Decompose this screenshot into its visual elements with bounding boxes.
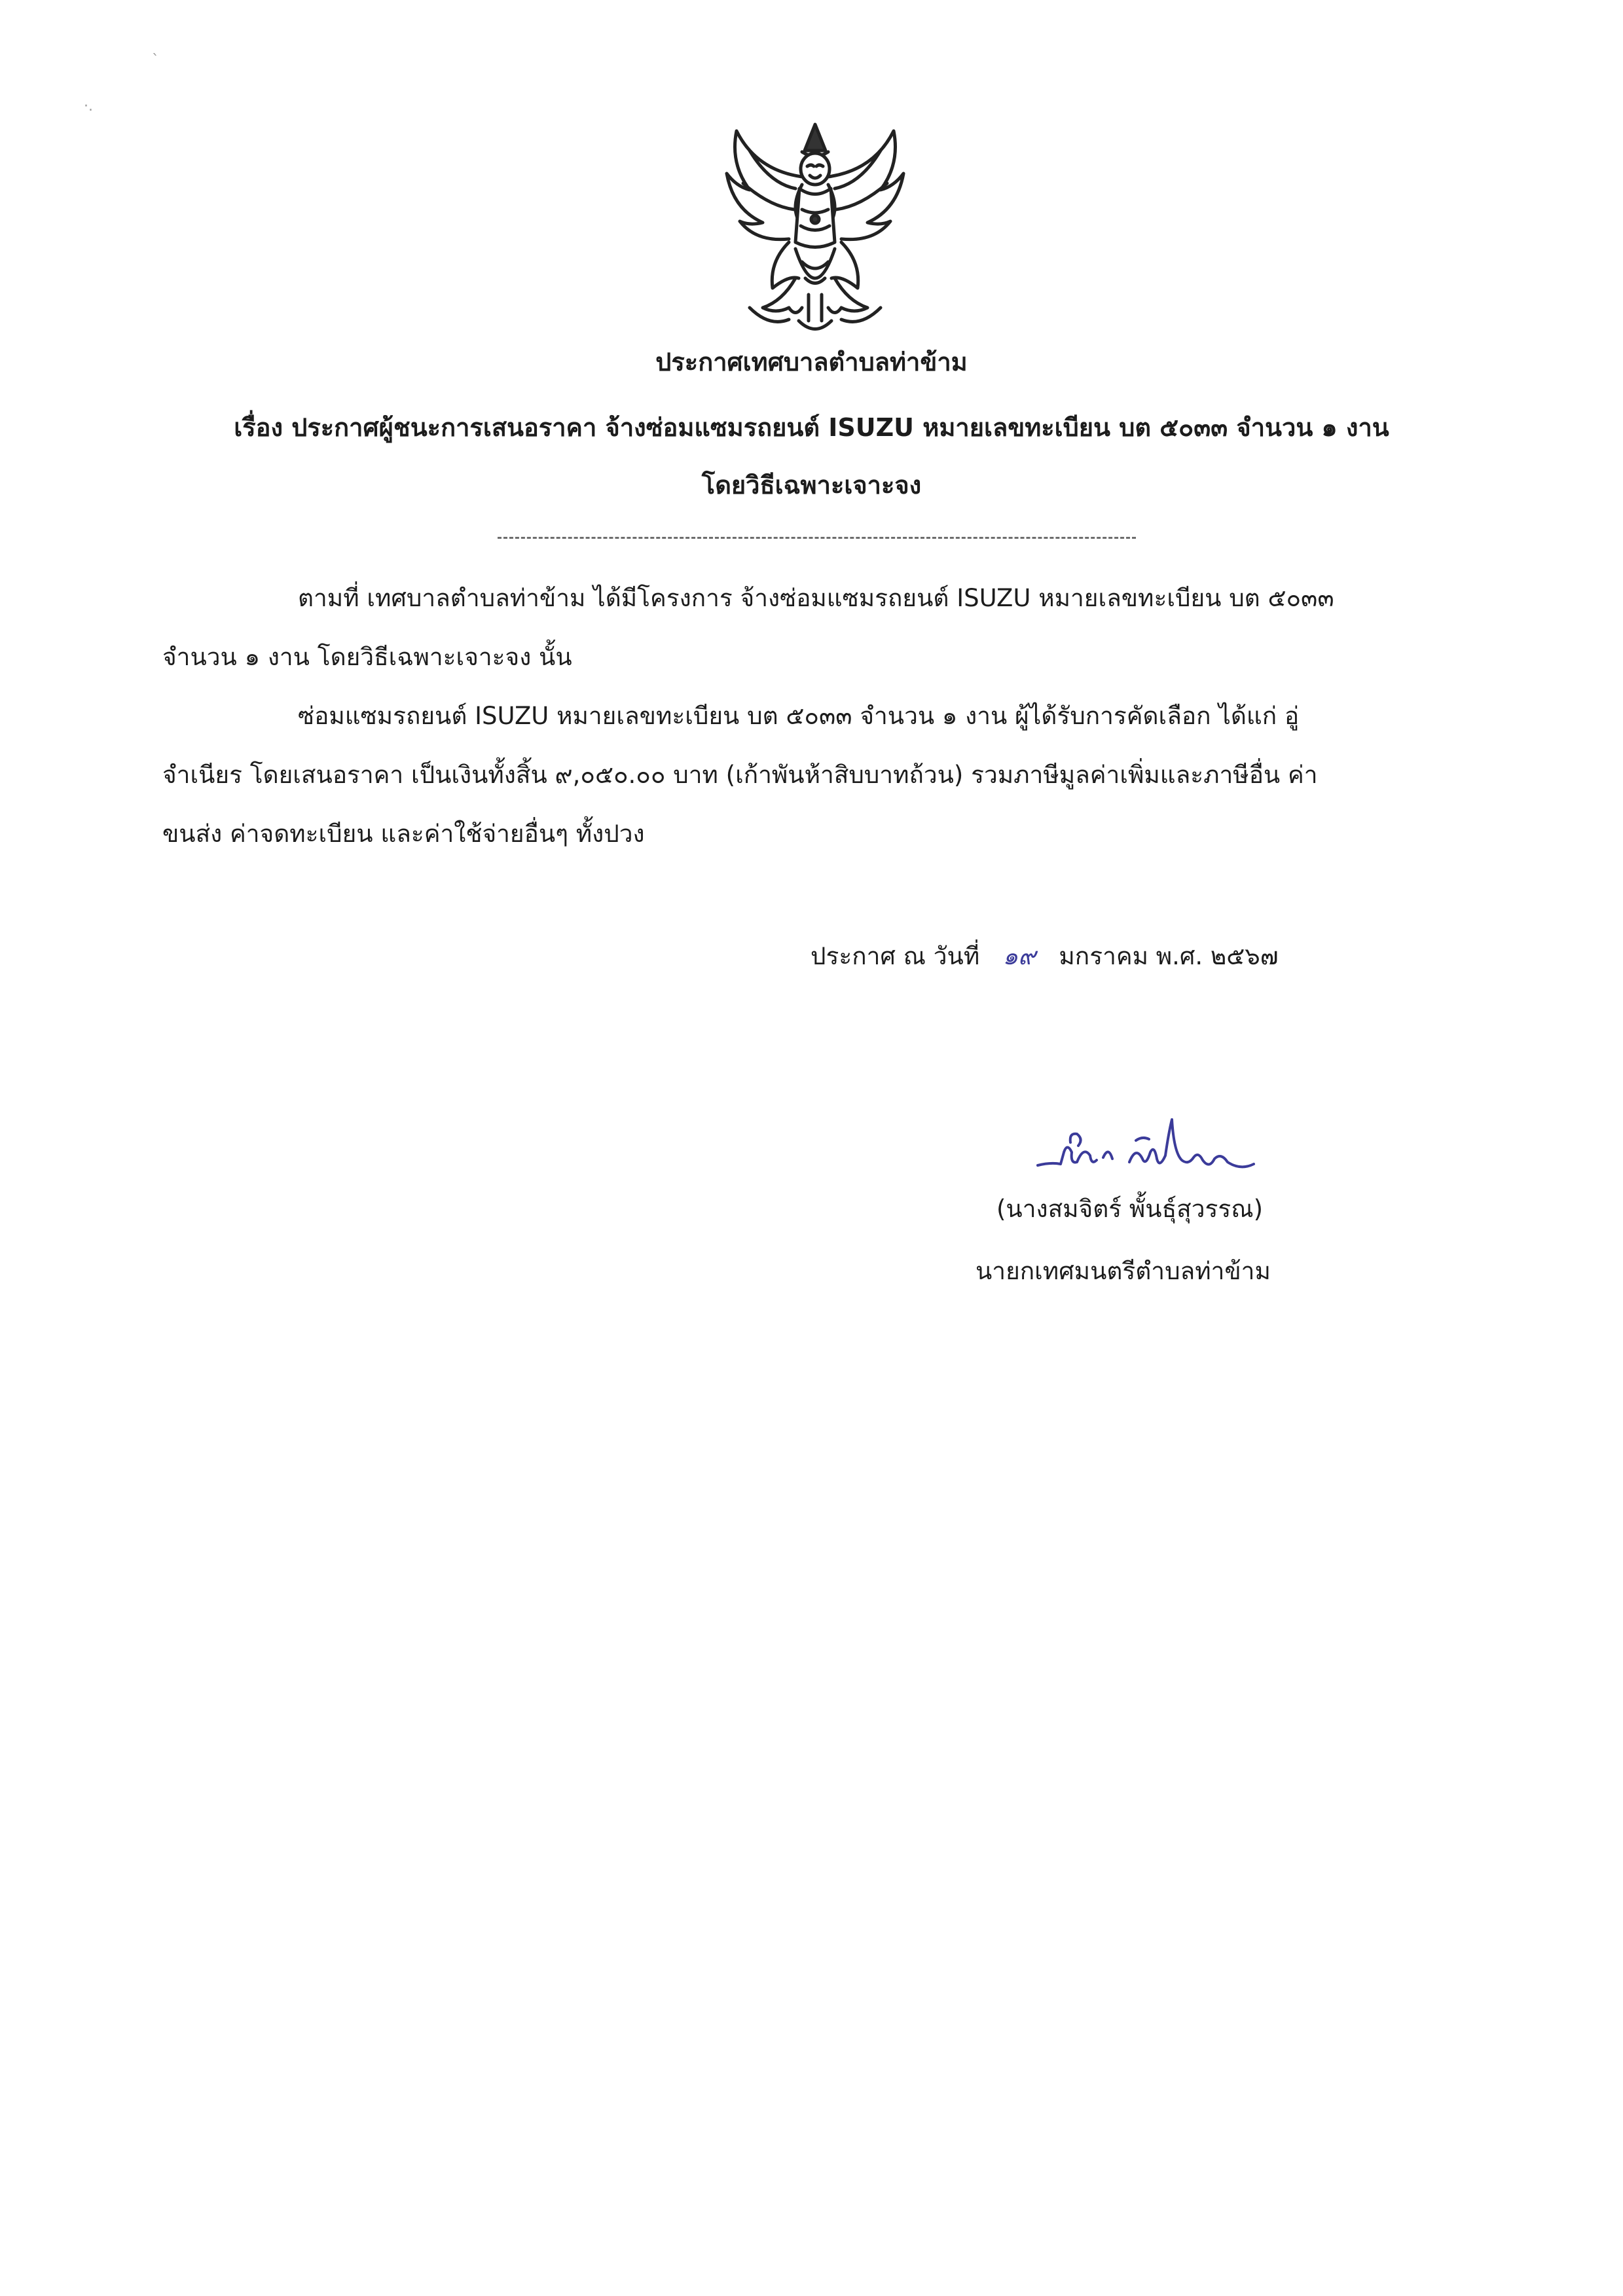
paragraph-2-line-3: ขนส่ง ค่าจดทะเบียน และค่าใช้จ่ายอื่นๆ ทั้งปวง bbox=[162, 820, 645, 848]
subject-line: เรื่อง ประกาศผู้ชนะการเสนอราคา จ้างซ่อมแซมรถยนต์ ISUZU หมายเลขทะเบียน บต ๕๐๓๓ จำนวน ๑ งาน bbox=[234, 413, 1389, 442]
dashed-divider bbox=[498, 537, 1136, 539]
scan-mark: ·. bbox=[84, 98, 93, 115]
subject-method-line: โดยวิธีเฉพาะเจาะจง bbox=[701, 471, 922, 500]
date-month-year: มกราคม พ.ศ. ๒๕๖๗ bbox=[1059, 942, 1279, 970]
paragraph-2-line-1: ซ่อมแซมรถยนต์ ISUZU หมายเลขทะเบียน บต ๕๐๓๓ จำนวน ๑ งาน ผู้ได้รับการคัดเลือก ได้แก่ อู่ bbox=[298, 702, 1300, 730]
signatory-position: นายกเทศมนตรีตำบลท่าข้าม bbox=[976, 1257, 1271, 1285]
announcement-date bbox=[811, 941, 1279, 972]
handwritten-signature bbox=[1031, 1106, 1267, 1185]
garuda-emblem-icon bbox=[710, 111, 920, 340]
paragraph-1-line-2: จำนวน ๑ งาน โดยวิธีเฉพาะเจาะจง นั้น bbox=[162, 643, 572, 671]
signatory-name: (นางสมจิตร์ พั้นธุ์สุวรรณ) bbox=[996, 1195, 1264, 1223]
paragraph-2-line-2: จำเนียร โดยเสนอราคา เป็นเงินทั้งสิ้น ๙,๐๕๐.๐๐ บาท (เก้าพันห้าสิบบาทถ้วน) รวมภาษีมูลค่าเพิ่มและภาษีอื่น ค่า bbox=[162, 761, 1318, 789]
scan-mark: ˋ bbox=[152, 52, 159, 69]
date-day: ๑๙ bbox=[1002, 942, 1036, 970]
page-title: ประกาศเทศบาลตำบลท่าข้าม bbox=[655, 348, 968, 376]
date-prefix: ประกาศ ณ วันที่ bbox=[811, 942, 980, 970]
paragraph-1-line-1: ตามที่ เทศบาลตำบลท่าข้าม ได้มีโครงการ จ้างซ่อมแซมรถยนต์ ISUZU หมายเลขทะเบียน บต ๕๐๓๓ bbox=[298, 584, 1334, 612]
